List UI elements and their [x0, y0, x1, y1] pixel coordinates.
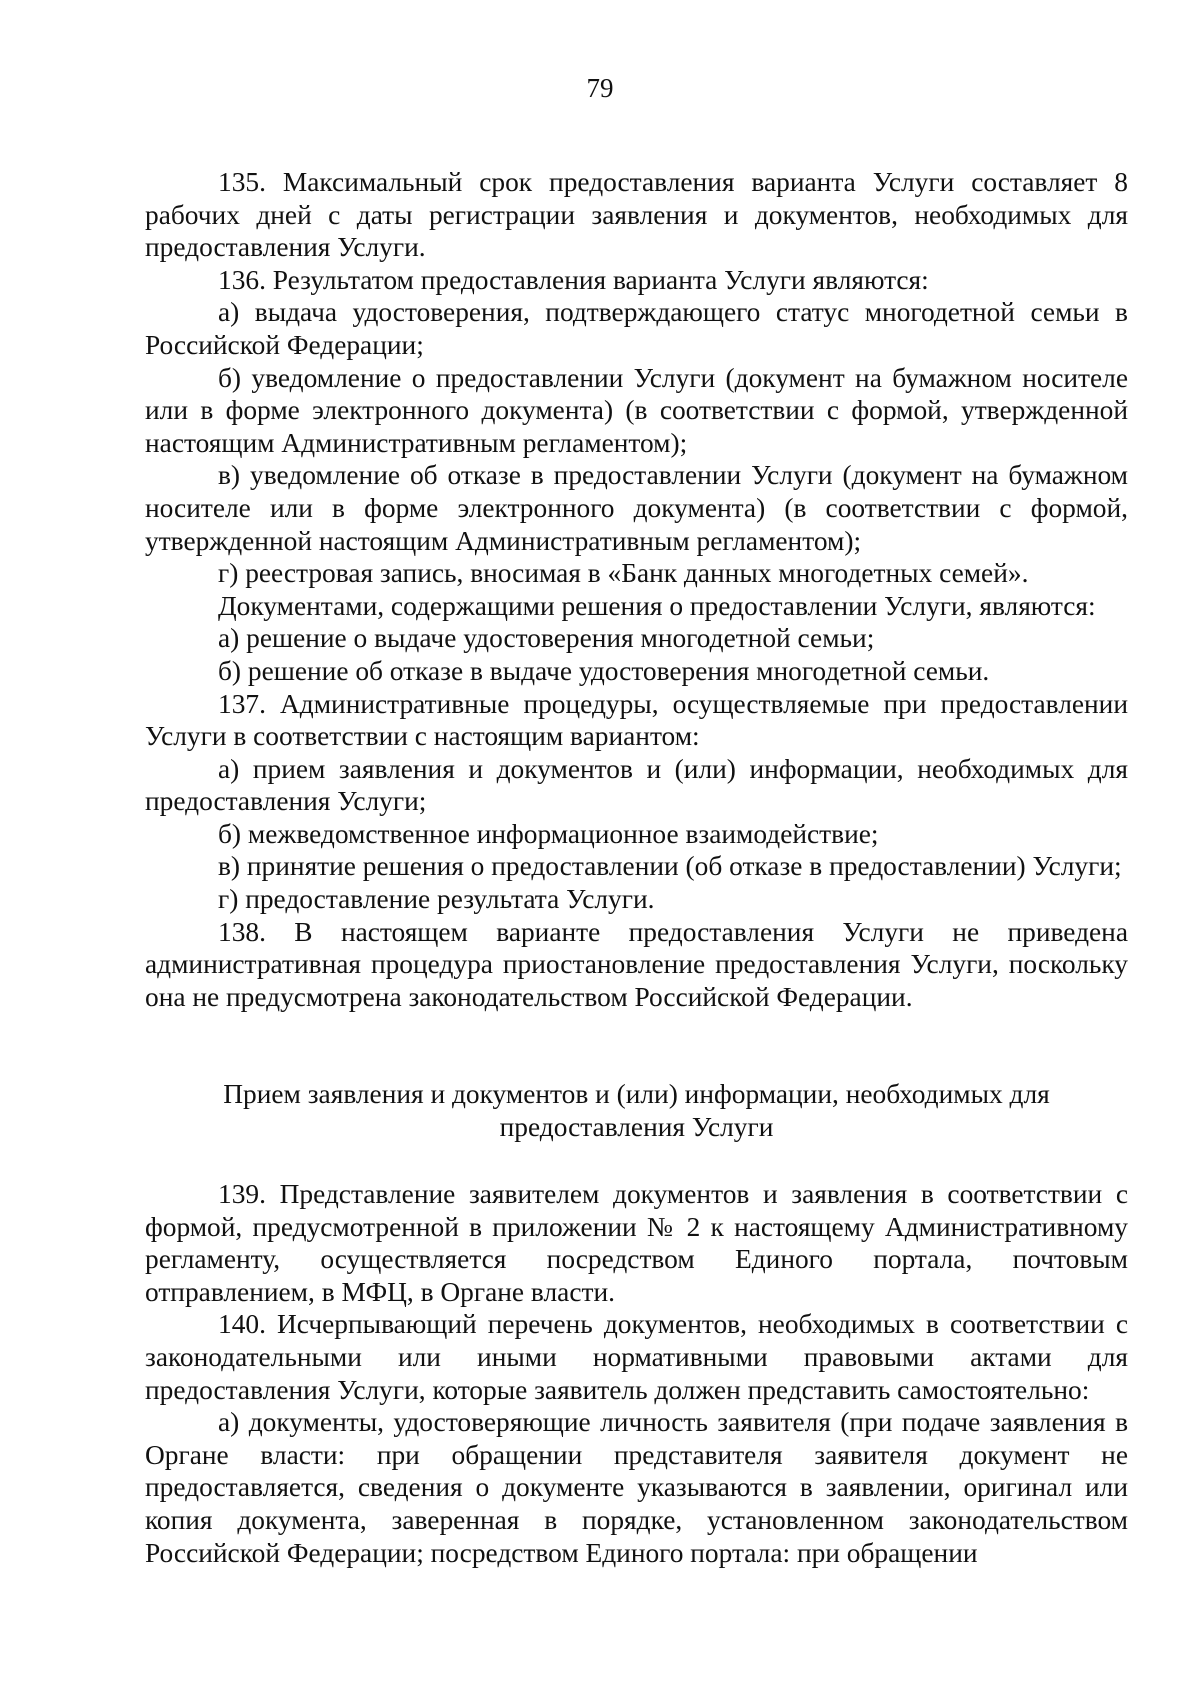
list-item-136-v: в) уведомление об отказе в предоставлении Услуги (документ на бумажном носителе или в форме электронного документа) (в соответствии с формой, утвержденной настоящим Административным регламентом);: [145, 460, 1128, 556]
paragraph-135: 135. Максимальный срок предоставления варианта Услуги составляет 8 рабочих дней с даты регистрации заявления и документов, необходимых для предоставления Услуги.: [145, 167, 1128, 263]
list-item-136-b: б) уведомление о предоставлении Услуги (документ на бумажном носителе или в форме электронного документа) (в соответствии с формой, утвержденной настоящим Административным регламентом);: [145, 362, 1128, 458]
section-heading-line-2: предоставления Услуги: [499, 1111, 774, 1142]
list-item-137-v: в) принятие решения о предоставлении (об отказе в предоставлении) Услуги;: [218, 851, 1122, 882]
list-item-137-b: б) межведомственное информационное взаимодействие;: [218, 818, 879, 849]
section-heading-line-1: Прием заявления и документов и (или) информации, необходимых для: [223, 1079, 1050, 1109]
list-item-decision-b: б) решение об отказе в выдаче удостоверения многодетной семьи.: [218, 655, 990, 686]
paragraph-138: 138. В настоящем варианте предоставления Услуги не приведена административная процедура приостановление предоставления Услуги, поскольку она не предусмотрена законодательством Российской Федерации.: [145, 916, 1128, 1012]
paragraph-139: 139. Представление заявителем документов и заявления в соответствии с формой, предусмотренной в приложении № 2 к настоящему Административному регламенту, осуществляется посредством Единого портала, почтовым отправлением, в МФЦ, в Органе власти.: [145, 1179, 1128, 1307]
body-text-top: [145, 166, 1128, 1013]
section-heading: [145, 1078, 1128, 1143]
list-item-136-a: а) выдача удостоверения, подтверждающего статус многодетной семьи в Российской Федерации;: [145, 297, 1128, 360]
page-number: 79: [586, 73, 614, 103]
body-text-bottom: [145, 1178, 1128, 1569]
list-item-decision-a: а) решение о выдаче удостоверения многодетной семьи;: [218, 623, 875, 654]
list-item-136-g: г) реестровая запись, вносимая в «Банк данных многодетных семей».: [218, 558, 1029, 589]
paragraph-136: 136. Результатом предоставления варианта Услуги являются:: [218, 264, 929, 295]
list-item-137-a: а) прием заявления и документов и (или) информации, необходимых для предоставления Услуги;: [145, 753, 1128, 817]
list-item-137-g: г) предоставление результата Услуги.: [218, 884, 655, 915]
paragraph-140: 140. Исчерпывающий перечень документов, необходимых в соответствии с законодательными или иными нормативными правовыми актами для предоставления Услуги, которые заявитель должен представить самостоятельно:: [145, 1309, 1128, 1405]
paragraph-decision-documents: Документами, содержащими решения о предоставлении Услуги, являются:: [218, 590, 1096, 621]
list-item-140-a: а) документы, удостоверяющие личность заявителя (при подаче заявления в Органе власти: при обращении представителя заявителя документ не предоставляется, сведения о документе указываются в заявлении, оригинал или копия документа, заверенная в порядке, установленном законодательством Российской Федерации; посредством Единого портала: при обращении: [145, 1407, 1128, 1568]
paragraph-137: 137. Административные процедуры, осуществляемые при предоставлении Услуги в соответствии с настоящим вариантом:: [145, 688, 1128, 752]
